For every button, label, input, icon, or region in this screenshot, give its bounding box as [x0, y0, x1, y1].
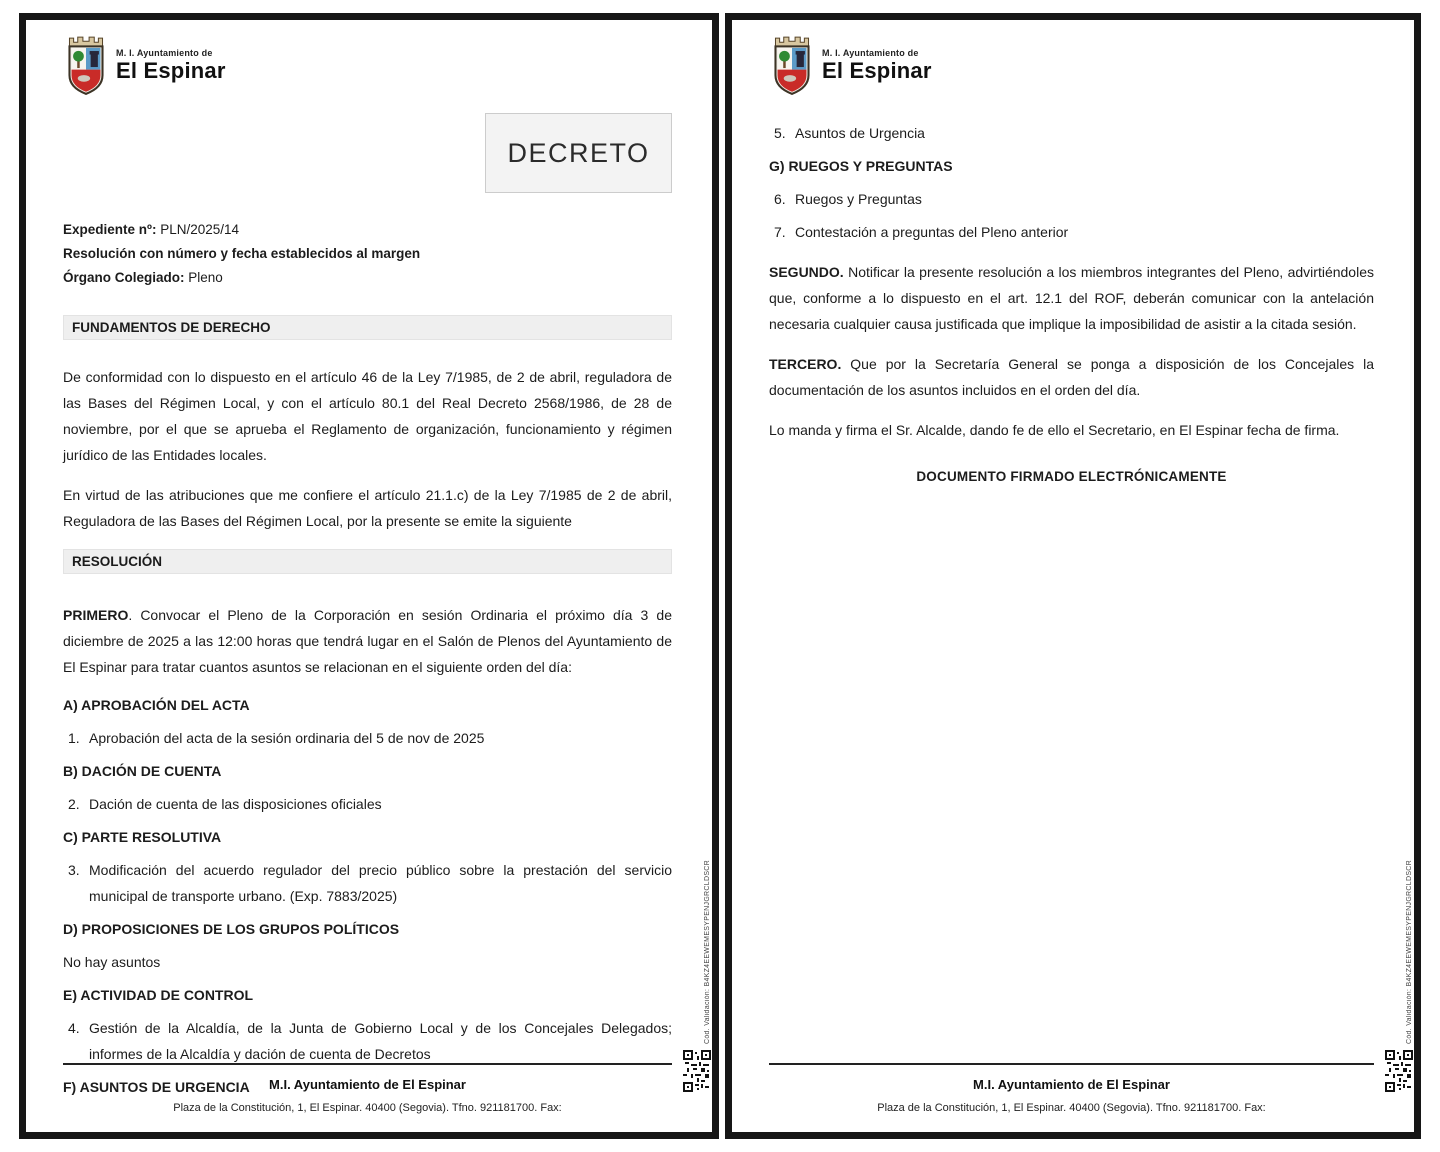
segundo-label: SEGUNDO.	[769, 264, 844, 280]
brand-text	[116, 48, 226, 84]
fundamentos-paragraph-2: En virtud de las atribuciones que me confiere el artículo 21.1.c) de la Ley 7/1985 de 2 de abril, Reguladora de las Bases del Régimen Local, por la presente se emite la siguiente	[63, 487, 672, 529]
agenda-item-4-number: 4.	[68, 1020, 80, 1036]
agenda-item-6-number: 6.	[774, 191, 786, 207]
qr-code-icon	[1385, 1050, 1413, 1097]
closing-paragraph: Lo manda y firma el Sr. Alcalde, dando fe de ello el Secretario, en El Espinar fecha de firma.	[769, 422, 1340, 438]
decreto-stamp: DECRETO	[485, 113, 672, 193]
agenda-item-5	[769, 120, 1374, 146]
coat-of-arms-icon	[63, 34, 109, 98]
coat-of-arms-icon	[769, 34, 815, 98]
footer-address: Plaza de la Constitución, 1, El Espinar. 40400 (Segovia). Tfno. 921181700. Fax:	[877, 1102, 1266, 1114]
fundamentos-paragraph-1: De conformidad con lo dispuesto en el artículo 46 de la Ley 7/1985, de 2 de abril, reguladora de las Bases del Régimen Local, y con el artículo 80.1 del Real Decreto 2568/1986, de 28 de noviembre, por el que se aprueba el Reglamento de organización, funcionamiento y régimen jurídico de las Entidades locales.	[63, 369, 672, 463]
brand-org-prefix: M. I. Ayuntamiento de	[822, 48, 919, 58]
agenda-heading-g: G) RUEGOS Y PREGUNTAS	[769, 158, 953, 174]
agenda-item-7	[769, 219, 1374, 245]
agenda-no-items: No hay asuntos	[63, 954, 161, 970]
primero-label: PRIMERO	[63, 607, 129, 623]
expediente-line	[63, 218, 672, 242]
primero-paragraph	[63, 602, 672, 680]
footer-divider	[769, 1063, 1374, 1065]
segundo-text: Notificar la presente resolución a los miembros integrantes del Pleno, advirtiéndoles que, conforme a lo dispuesto en el art. 12.1 del ROF, deberán comunicar con la antelación necesaria cualquier causa justificada que implique la imposibilidad de asistir a la citada sesión.	[769, 264, 1374, 332]
agenda-item-1-text: Aprobación del acta de la sesión ordinaria del 5 de nov de 2025	[89, 730, 485, 746]
agenda-heading-c: C) PARTE RESOLUTIVA	[63, 829, 222, 845]
page-1-footer	[63, 1063, 672, 1114]
validation-code-text: Cód. Validación: B4KZ4EEWEMESYPENJGRCLDSCR	[704, 859, 711, 1044]
agenda-item-6	[769, 186, 1374, 212]
qr-code-icon	[683, 1050, 711, 1097]
signed-electronically-title: DOCUMENTO FIRMADO ELECTRÓNICAMENTE	[916, 469, 1227, 484]
page-1-content	[26, 20, 712, 1132]
document-page-1	[19, 13, 719, 1139]
header-brand	[63, 30, 672, 102]
validation-code-text: Cód. Validación: B4KZ4EEWEMESYPENJGRCLDSCR	[1406, 859, 1413, 1044]
agenda-item-3	[63, 857, 672, 909]
agenda-item-7-number: 7.	[774, 224, 786, 240]
agenda-heading-d: D) PROPOSICIONES DE LOS GRUPOS POLÍTICOS	[63, 921, 400, 937]
agenda-list	[63, 692, 672, 1100]
agenda-item-5-number: 5.	[774, 125, 786, 141]
brand-text	[822, 48, 932, 84]
expediente-label: Expediente nº:	[63, 222, 157, 237]
tercero-text: Que por la Secretaría General se ponga a disposición de los Concejales la documentación de los asuntos incluidos en el orden del día.	[769, 356, 1374, 398]
organo-line	[63, 266, 672, 290]
agenda-item-7-text: Contestación a preguntas del Pleno anterior	[795, 224, 1069, 240]
agenda-heading-f: F) ASUNTOS DE URGENCIA	[63, 1079, 250, 1095]
agenda-item-4	[63, 1015, 672, 1067]
agenda-item-2-text: Dación de cuenta de las disposiciones oficiales	[89, 796, 382, 812]
page-2-footer	[769, 1063, 1374, 1114]
brand-org-prefix: M. I. Ayuntamiento de	[116, 48, 213, 58]
footer-org-name: M.I. Ayuntamiento de El Espinar	[973, 1077, 1170, 1092]
agenda-item-5-text: Asuntos de Urgencia	[795, 125, 925, 141]
primero-text: . Convocar el Pleno de la Corporación en sesión Ordinaria el próximo día 3 de diciembre de 2025 a las 12:00 horas que tendrá lugar en el Salón de Plenos del Ayuntamiento de El Espinar para tratar cuantos asuntos se relacionan en el siguiente orden del día:	[63, 607, 672, 675]
section-header-resolucion: RESOLUCIÓN	[63, 549, 672, 574]
segundo-paragraph	[769, 259, 1374, 337]
agenda-item-3-text: Modificación del acuerdo regulador del precio público sobre la prestación del servicio municipal de transporte urbano. (Exp. 7883/2025)	[89, 862, 672, 904]
agenda-list-continued	[769, 120, 1374, 245]
tercero-label: TERCERO.	[769, 356, 842, 372]
agenda-item-2	[63, 791, 672, 817]
organo-label: Órgano Colegiado:	[63, 270, 185, 285]
organo-value: Pleno	[184, 270, 223, 285]
brand-org-name: El Espinar	[116, 58, 226, 83]
footer-divider	[63, 1063, 672, 1065]
expediente-value: PLN/2025/14	[156, 222, 240, 237]
agenda-item-4-text: Gestión de la Alcaldía, de la Junta de Gobierno Local y de los Concejales Delegados; informes de la Alcaldía y dación de cuenta de Decretos	[89, 1020, 672, 1062]
document-page-2	[725, 13, 1421, 1139]
header-brand-2	[769, 30, 1374, 102]
agenda-heading-b: B) DACIÓN DE CUENTA	[63, 763, 222, 779]
footer-address: Plaza de la Constitución, 1, El Espinar. 40400 (Segovia). Tfno. 921181700. Fax:	[173, 1102, 562, 1114]
agenda-item-6-text: Ruegos y Preguntas	[795, 191, 922, 207]
footer-org-name: M.I. Ayuntamiento de El Espinar	[269, 1077, 466, 1092]
expediente-block	[63, 218, 672, 290]
agenda-item-1	[63, 725, 672, 751]
brand-org-name: El Espinar	[822, 58, 932, 83]
page-2-content	[732, 20, 1414, 1132]
agenda-heading-e: E) ACTIVIDAD DE CONTROL	[63, 987, 254, 1003]
section-header-fundamentos: FUNDAMENTOS DE DERECHO	[63, 315, 672, 340]
agenda-item-1-number: 1.	[68, 730, 80, 746]
agenda-item-2-number: 2.	[68, 796, 80, 812]
resolucion-margin-line: Resolución con número y fecha establecidos al margen	[63, 246, 421, 261]
agenda-heading-a: A) APROBACIÓN DEL ACTA	[63, 697, 250, 713]
tercero-paragraph	[769, 351, 1374, 403]
agenda-item-3-number: 3.	[68, 862, 80, 878]
